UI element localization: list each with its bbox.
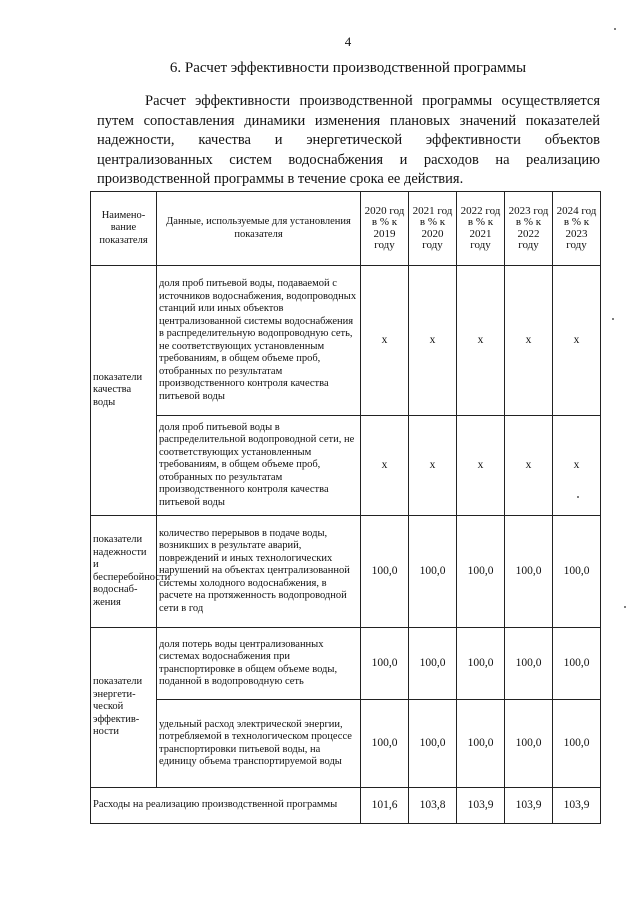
efficiency-table	[90, 191, 601, 824]
table-row	[91, 700, 601, 788]
value-cell: 100,0	[361, 628, 409, 700]
value-cell: 100,0	[457, 628, 505, 700]
value-cell: x	[457, 266, 505, 416]
row-description: удельный расход электрической энергии, потребляемой в технологическом процессе транспортировки питьевой воды, на единицу объема транспортируемой воды	[157, 700, 361, 788]
row-description: количество перерывов в подаче воды, возникших в результате аварий, повреждений и иных технологических нарушений на объектах централизованной системы холодного водоснабжения, в расчете на протяженность водопроводной сети в год	[157, 516, 361, 628]
header-name-cell: Наимено-вание показателя	[91, 192, 157, 266]
value-cell: x	[457, 416, 505, 516]
total-value-cell: 103,9	[457, 788, 505, 824]
scan-speck	[612, 318, 614, 320]
value-cell: 100,0	[553, 516, 601, 628]
header-year-cell: 2023 год в % к 2022 году	[505, 192, 553, 266]
value-cell: 100,0	[553, 628, 601, 700]
table-row	[91, 416, 601, 516]
header-year-cell: 2020 год в % к 2019 году	[361, 192, 409, 266]
total-label: Расходы на реализацию производственной программы	[91, 788, 361, 824]
group-label: показатели надежности и бесперебойности водоснаб-жения	[91, 516, 157, 628]
value-cell: 100,0	[409, 700, 457, 788]
total-value-cell: 103,9	[553, 788, 601, 824]
value-cell: x	[409, 266, 457, 416]
table-row	[91, 516, 601, 628]
value-cell: x	[409, 416, 457, 516]
table-total-row	[91, 788, 601, 824]
intro-paragraph: Расчет эффективности производственной программы осуществляется путем сопоставления динамики изменения плановых значений показателей надежности, качества и энергетической эффективности объектов централизованных систем водоснабжения и расходов на реализацию производственной программы в течение срока ее действия.	[97, 93, 600, 187]
value-cell: x	[553, 266, 601, 416]
total-value-cell: 101,6	[361, 788, 409, 824]
total-value-cell: 103,8	[409, 788, 457, 824]
row-description: доля потерь воды централизованных системах водоснабжения при транспортировке в общем объеме воды, поданной в водопроводную сеть	[157, 628, 361, 700]
table-row	[91, 266, 601, 416]
scan-speck	[614, 28, 616, 30]
value-cell: 100,0	[505, 700, 553, 788]
header-year-cell: 2022 год в % к 2021 году	[457, 192, 505, 266]
value-cell: 100,0	[361, 700, 409, 788]
row-description: доля проб питьевой воды в распределительной водопроводной сети, не соответствующих установленным требованиям, в общем объеме проб, отобранных по результатам производственного контроля качества питьевой воды	[157, 416, 361, 516]
value-cell: 100,0	[409, 516, 457, 628]
table-row	[91, 628, 601, 700]
value-cell: x	[361, 266, 409, 416]
value-cell: 100,0	[505, 628, 553, 700]
group-label: показатели качества воды	[91, 266, 157, 516]
page-number: 4	[344, 34, 352, 49]
header-data-cell: Данные, используемые для установления показателя	[157, 192, 361, 266]
value-cell: x	[505, 266, 553, 416]
value-cell: 100,0	[505, 516, 553, 628]
group-label: показатели энергети-ческой эффектив-ности	[91, 628, 157, 788]
header-year-cell: 2024 год в % к 2023 году	[553, 192, 601, 266]
value-cell: x	[553, 416, 601, 516]
value-cell: 100,0	[553, 700, 601, 788]
value-cell: x	[505, 416, 553, 516]
row-description: доля проб питьевой воды, подаваемой с источников водоснабжения, водопроводных станций или иных объектов централизованной системы водоснабжения в распределительную водопроводную сеть, не соответствующих установленным требованиям, в общем объеме проб, отобранных по результатам производственного контроля качества питьевой воды	[157, 266, 361, 416]
scan-speck	[577, 496, 579, 498]
section-title: 6. Расчет эффективности производственной программы	[169, 60, 527, 76]
value-cell: 100,0	[361, 516, 409, 628]
total-value-cell: 103,9	[505, 788, 553, 824]
value-cell: 100,0	[409, 628, 457, 700]
table-header-row	[91, 192, 601, 266]
header-year-cell: 2021 год в % к 2020 году	[409, 192, 457, 266]
scan-speck	[624, 606, 626, 608]
value-cell: 100,0	[457, 516, 505, 628]
value-cell: x	[361, 416, 409, 516]
value-cell: 100,0	[457, 700, 505, 788]
